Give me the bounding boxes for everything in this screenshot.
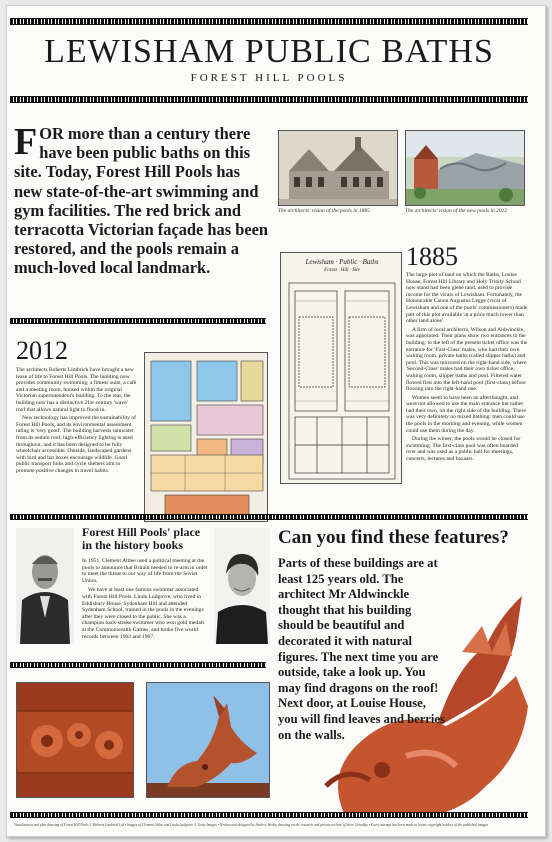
caption-1885-vision: The architects' vision of the pools in 1885 [278,208,370,214]
plan-title: Lewisham · Public · Baths [305,258,379,266]
page-subtitle: FOREST HILL POOLS [190,72,348,84]
plan-subtitle: Forest · Hill · Site [324,268,360,273]
paragraph-2012-1: The architects Roberts Limbrick have brought a new lease of life to Forest Hill Pools. The building now provides community swimming, a fitness suite, a café and a meeting room, housed within the original Victorian superintendent's building. To the rear, the building now has a distinctive 21st-century 'wave' roof that allows natural light to flood in. [16,367,137,413]
image-historic-plan-1885 [280,252,402,484]
paragraph-1885-4: During the winter, the pools would be closed for swimming. The first-class pool was often boarded over and was used as a public hall for meetings, concerts, lectures and bazaars. [406,436,521,463]
paragraph-1885-3: Women seem to have been an afterthought, and were not allowed to use the main entrance but rather had their own, on the right side of the building. There was very definitely no mixed bathing: men could use the pools in the morning and evening, while women could use them during the day. [406,394,526,434]
page-title: LEWISHAM PUBLIC BATHS [44,33,494,70]
decorative-band-left-2 [10,662,266,668]
photo-dragon-sky [146,682,270,798]
heading-2012: 2012 [16,336,68,365]
decorative-band-middle [10,514,528,520]
history-paragraph-1: In 1951, Clement Attlee used a political meeting at the pools to announce that Britain needed to re-arm in order to meet the threat to our way of life from the Soviet Union. [82,558,208,584]
image-1885-sketch [278,130,398,206]
footer-credits: Visualisation and plan drawing of Forest Hill Pools © Roberts Limbrick Ltd • Images of Clement Attlee and Linda Ludgrove © Getty Images • Written and designed by Andrew Weeks, drawing on the research and private archive of Steve Grindlay • Every attempt has been made to locate copyright holders of the published images [14,823,489,827]
paragraph-1885-1: The large plot of land on which the Baths, Louise House, Forest Hill Library and Holy Trinity School now stand had been glebe land, used to provide income for the vicars of Lewisham. Fortunately, the Honourable Canon Augustus Legge (vicar of Lewisham and one of the pools' commissioners) made part of this plot available 'at a price much lower than other land alone'. [406,272,528,325]
intro-paragraph [14,121,270,278]
text-1885 [406,272,528,463]
text-2012 [16,367,138,475]
history-paragraph-2: We have at least one famous swimmer associated with Forest Hill Pools. Linda Ludgrove, who lived in Eddisbury House, Sydenham Hill and attended Sydenham School, trained in the pools in the evenings after they were closed to the public. She was a champion back-stroke swimmer who won gold medals at the Commonwealth Games, and broke five world records between 1962 and 1967. [82,587,205,640]
image-floor-plan-2012 [144,352,268,522]
history-heading: Forest Hill Pools' place in the history books [82,525,201,552]
decorative-band-bottom [10,812,528,818]
image-2012-render [405,130,525,206]
paragraph-1885-2: A firm of local architects, Wilson and Aldwinckle, was appointed. Their plans show two entrances to the building: to the left of the present ticket office was the entrance for 'First-Class' males, who had their own waiting room, private baths (called slipper baths) and pool. This was mirrored on the right-hand side, where 'Second-Class' males had their own ticket office, waiting room, slipper baths and pool. Filtered water flowed first into the left-hand pool (first-class) before flowing into the right-hand one. [406,326,528,393]
paragraph-2012-2: New technology has improved the sustainability of Forest Hill Pools, and its environmental assessment rating is 'very good'. The building harvests rainwater from its sedum roof, high-efficiency lighting is used throughout, and it has been designed to be fully wheelchair accessible. Outside, landscaped gardens with bird and bat boxes encourage wildlife. Good public transport links and cycle shelters aim to promote positive changes in travel habits. [16,415,137,474]
photo-clement-attlee [16,528,74,644]
decorative-band-under-title [10,96,528,103]
history-text [82,558,208,640]
drop-cap: F [14,121,38,163]
heading-1885: 1885 [406,242,458,271]
decorative-band-top [10,18,528,25]
features-text: Parts of these buildings are at least 125 years old. The architect Mr Aldwinckle thought that his building should be beautiful and decorated it with natural figures. The next time you are outside, take a look up. You may find dragons on the roof! Next door, at Louise House, you will find leaves and berries on the walls. [278,556,445,742]
features-heading: Can you find these features? [278,527,509,548]
photo-terracotta-leaves [16,682,134,798]
decorative-band-left-1 [10,318,266,324]
photo-linda-ludgrove [214,528,270,644]
intro-text: OR more than a century there have been public baths on this site. Today, Forest Hill Pools has new state-of-the-art swimming and gym facilities. The red brick and terracotta Victorian façade has been restored, and the pools remain a much-loved local landmark. [14,124,268,278]
caption-2012-vision: The architects' vision of the new pools in 2012 [405,208,508,214]
